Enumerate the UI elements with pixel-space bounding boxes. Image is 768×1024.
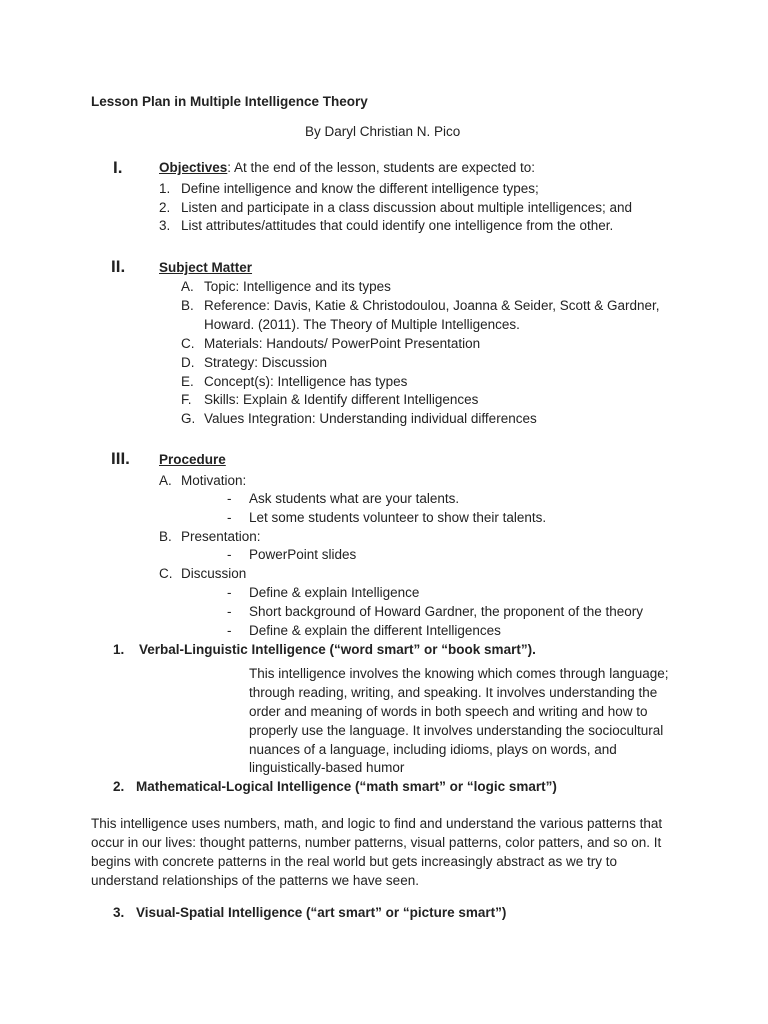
list-item-text: Topic: Intelligence and its types [204, 279, 391, 294]
paragraph-line: linguistically-based humor [249, 760, 405, 775]
paragraph-line: This intelligence uses numbers, math, and logic to find and understand the various patterns that [91, 816, 663, 831]
list-item-text: Define intelligence and know the different intelligence types; [181, 181, 539, 196]
bullet-dash: - [227, 585, 232, 600]
list-item-text: Materials: Handouts/ PowerPoint Presentation [204, 336, 481, 351]
list-item: 1. [159, 181, 171, 196]
objectives-heading-line [159, 160, 535, 175]
intelligence-heading: Mathematical-Logical Intelligence (“math smart” or “logic smart”) [136, 779, 557, 794]
author-line: By Daryl Christian N. Pico [305, 124, 461, 139]
list-item: 3. [159, 218, 171, 233]
procedure-part-label: Motivation: [181, 473, 247, 488]
list-item: 2. [159, 200, 171, 215]
paragraph-line: understand relationships of the patterns we have seen. [91, 873, 419, 888]
intelligence-number: 2. [113, 779, 125, 794]
bullet-text: Ask students what are your talents. [249, 491, 460, 506]
bullet-dash: - [227, 547, 232, 562]
section-numeral: I. [113, 158, 123, 177]
list-item-letter: A. [181, 279, 194, 294]
list-item-text: Skills: Explain & Identify different Intelligences [204, 392, 479, 407]
intelligence-number: 1. [113, 642, 125, 657]
paragraph-line: nuances of a language, including idioms, plays on words, and [249, 742, 617, 757]
bullet-dash: - [227, 510, 232, 525]
intelligence-number: 3. [113, 905, 125, 920]
bullet-text: Define & explain the different Intelligences [249, 623, 501, 638]
paragraph-line: properly use the language. It involves understanding the sociocultural [249, 723, 664, 738]
list-item-text: Reference: Davis, Katie & Christodoulou, Joanna & Seider, Scott & Gardner, [204, 298, 660, 313]
list-item-letter: G. [181, 411, 196, 426]
bullet-text: PowerPoint slides [249, 547, 357, 562]
procedure-part-label: Discussion [181, 566, 247, 581]
paragraph-line: This intelligence involves the knowing which comes through language; [249, 666, 669, 681]
section-heading: Subject Matter [159, 260, 253, 275]
list-item-text: List attributes/attitudes that could identify one intelligence from the other. [181, 218, 614, 233]
list-item-text: Listen and participate in a class discussion about multiple intelligences; and [181, 200, 633, 215]
paragraph-line: order and meaning of words in both speech and writing and how to [249, 704, 648, 719]
bullet-text: Short background of Howard Gardner, the proponent of the theory [249, 604, 643, 619]
procedure-part-letter: A. [159, 473, 172, 488]
list-item-text: Values Integration: Understanding individual differences [204, 411, 537, 426]
bullet-text: Let some students volunteer to show their talents. [249, 510, 547, 525]
paragraph-line: occur in our lives: thought patterns, number patterns, visual patterns, color patters, and so on. It [91, 835, 662, 850]
bullet-text: Define & explain Intelligence [249, 585, 420, 600]
list-item-text: Concept(s): Intelligence has types [204, 374, 408, 389]
intelligence-heading: Verbal-Linguistic Intelligence (“word smart” or “book smart”). [139, 642, 536, 657]
bullet-dash: - [227, 604, 232, 619]
list-item-letter: C. [181, 336, 195, 351]
section-numeral: III. [111, 449, 130, 468]
paragraph-line: begins with concrete patterns in the real world but gets increasingly abstract as we try to [91, 854, 618, 869]
section-heading: Procedure [159, 452, 226, 467]
procedure-part-label: Presentation: [181, 529, 261, 544]
list-item-text: Strategy: Discussion [204, 355, 328, 370]
procedure-part-letter: C. [159, 566, 173, 581]
list-item-text: Howard. (2011). The Theory of Multiple Intelligences. [204, 317, 520, 332]
procedure-part-letter: B. [159, 529, 172, 544]
section-numeral: II. [111, 257, 126, 276]
paragraph-line: through reading, writing, and speaking. It involves understanding the [249, 685, 658, 700]
document-title: Lesson Plan in Multiple Intelligence Theory [91, 94, 368, 109]
bullet-dash: - [227, 491, 232, 506]
list-item-letter: B. [181, 298, 194, 313]
objectives-intro: : At the end of the lesson, students are expected to: [227, 160, 536, 175]
intelligence-heading: Visual-Spatial Intelligence (“art smart” or “picture smart”) [136, 905, 507, 920]
bullet-dash: - [227, 623, 232, 638]
section-heading: Objectives [159, 160, 228, 175]
list-item-letter: F. [181, 392, 192, 407]
list-item-letter: D. [181, 355, 195, 370]
list-item-letter: E. [181, 374, 194, 389]
